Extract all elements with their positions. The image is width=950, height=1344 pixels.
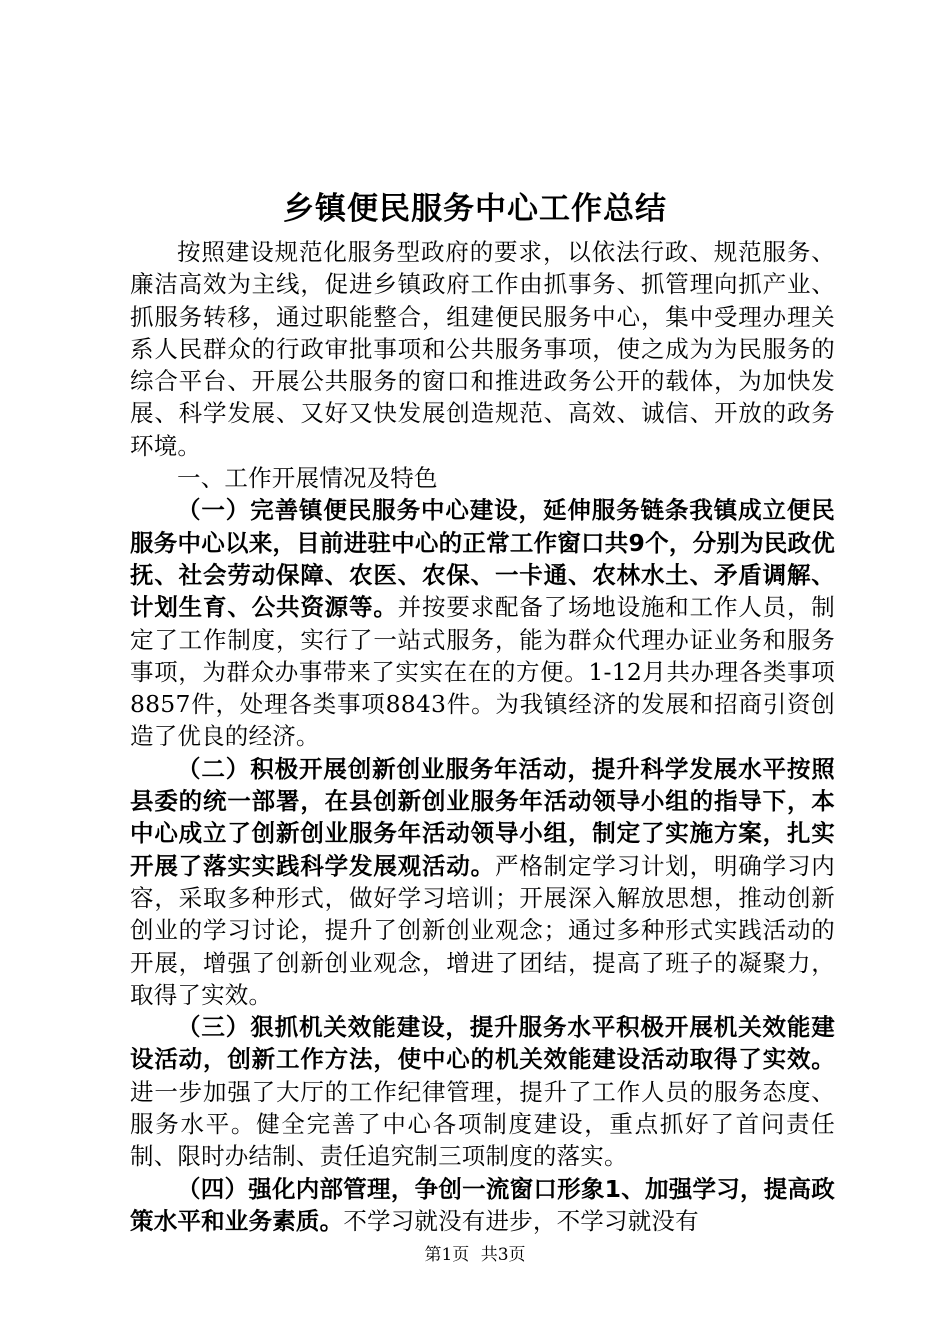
paragraph-4-text: 不学习就没有进步，不学习就没有 (343, 1206, 699, 1235)
section-heading: 一、工作开展情况及特色 (177, 464, 438, 493)
paragraph-2-text: 严格制定学习计划，明确学习内容，采取多种形式，做好学习培训；开展深入解放思想，推动创新创业的学习讨论，提升了创新创业观念；通过多种形式实践活动的开展，增强了创新创业观念，增进了团结，提高了班子的凝聚力，取得了实效。 (130, 851, 835, 1009)
paragraph-1-text: 并按要求配备了场地设施和工作人员，制定了工作制度，实行了一站式服务，能为群众代理办证业务和服务事项，为群众办事带来了实实在在的方便。1-12月共办理各类事项8857件，处理各类事项8843件。为我镇经济的发展和招商引资创造了优良的经济。 (130, 593, 835, 751)
paragraph-1-lead: （一）完善镇便民服务中心建设，延伸服务链条我镇成立便民服务中心以来，目前进驻中心的正常工作窗口共9个，分别为民政优抚、社会劳动保障、农医、农保、一卡通、农林水土、矛盾调解、计划生育、公共资源等。 (130, 496, 835, 622)
paragraph-2 (130, 753, 835, 1011)
page-total: 共3页 (480, 1245, 526, 1265)
paragraph-4 (130, 1173, 835, 1238)
paragraph-3-lead: （三）狠抓机关效能建设，提升服务水平积极开展机关效能建设活动，创新工作方法，使中心的机关效能建设活动取得了实效。 (130, 1013, 835, 1074)
paragraph-3-text: 进一步加强了大厅的工作纪律管理，提升了工作人员的服务态度、服务水平。健全完善了中心各项制度建设，重点抓好了首问责任制、限时办结制、责任追究制三项制度的落实。 (130, 1077, 835, 1171)
paragraph-3 (130, 1011, 835, 1172)
paragraph-2-lead: （二）积极开展创新创业服务年活动，提升科学发展水平按照县委的统一部署，在县创新创业服务年活动领导小组的指导下，本中心成立了创新创业服务年活动领导小组，制定了实施方案，扎实开展了落实实践科学发展观活动。 (130, 754, 835, 880)
document-title: 乡镇便民服务中心工作总结 (283, 191, 667, 227)
page-footer (0, 1243, 950, 1267)
page-number: 第1页 (424, 1245, 470, 1265)
document-body (130, 236, 835, 1237)
paragraph-1 (130, 494, 835, 752)
paragraph-4-lead: （四）强化内部管理，争创一流窗口形象1、加强学习，提高政策水平和业务素质。 (130, 1174, 835, 1235)
intro-paragraph: 按照建设规范化服务型政府的要求，以依法行政、规范服务、廉洁高效为主线，促进乡镇政府工作由抓事务、抓管理向抓产业、抓服务转移，通过职能整合，组建便民服务中心，集中受理办理关系人民群众的行政审批事项和公共服务事项，使之成为为民服务的综合平台、开展公共服务的窗口和推进政务公开的载体，为加快发展、科学发展、又好又快发展创造规范、高效、诚信、开放的政务环境。 (130, 238, 835, 460)
